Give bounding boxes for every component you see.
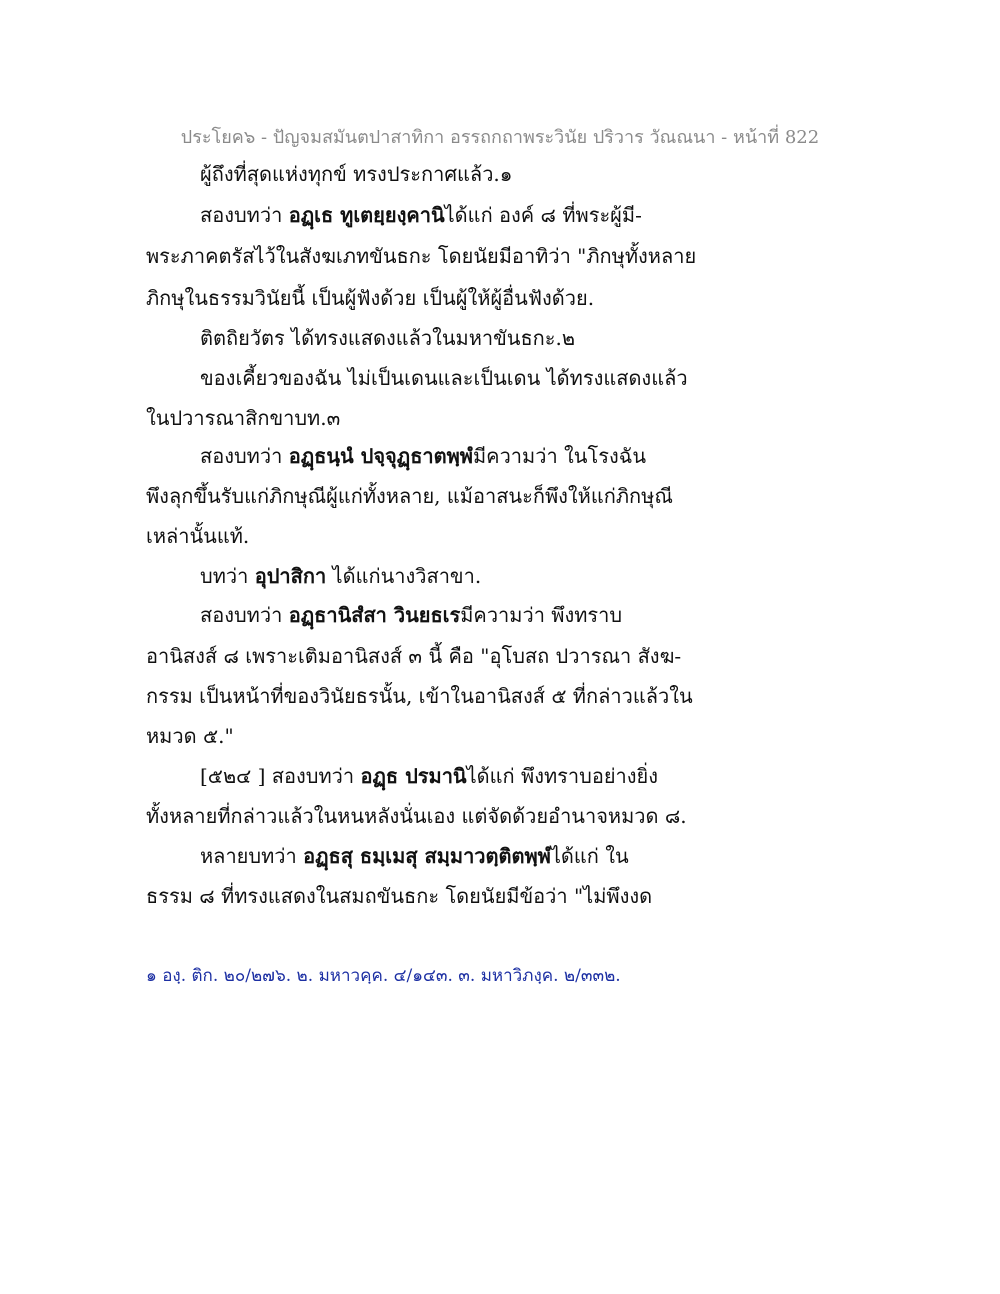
text-line: กรรม เป็นหน้าที่ของวินัยธรนั้น, เข้าในอานิสงส์ ๕ ที่กล่าวแล้วใน (146, 684, 693, 708)
page-header: ประโยค๖ - ปัญจมสมันตปาสาทิกา อรรถกถาพระวินัย ปริวาร วัณณนา - หน้าที่ 822 (180, 127, 820, 148)
text-line: ทั้งหลายที่กล่าวแล้วในหนหลังนั่นเอง แต่จัดด้วยอำนาจหมวด ๘. (146, 804, 687, 828)
text-line: หมวด ๕." (146, 724, 234, 748)
text-line: หลายบทว่า อฏฺธสุ ธมฺเมสุ สมฺมาวตฺติตพฺพํได้แก่ ใน (200, 844, 629, 868)
text-line: ของเคี้ยวของฉัน ไม่เป็นเดนและเป็นเดน ได้ทรงแสดงแล้ว (200, 366, 688, 390)
text-line: ผู้ถึงที่สุดแห่งทุกข์ ทรงประกาศแล้ว.๑ (200, 162, 513, 186)
text-line: ติตถิยวัตร ได้ทรงแสดงแล้วในมหาขันธกะ.๒ (200, 326, 576, 350)
text-line: เหล่านั้นแท้. (146, 524, 250, 548)
text-line: พึงลุกขึ้นรับแก่ภิกษุณีผู้แก่ทั้งหลาย, แม้อาสนะก็พึงให้แก่ภิกษุณี (146, 484, 673, 508)
text-line: สองบทว่า อฏฺธานิสํสา วินยธเรมีความว่า พึงทราบ (200, 603, 623, 627)
pali-term: อฏฺธ ปรมานิ (360, 764, 467, 788)
text-line: ในปวารณาสิกขาบท.๓ (146, 406, 341, 430)
text-line: ธรรม ๘ ที่ทรงแสดงในสมถขันธกะ โดยนัยมีข้อว่า "ไม่พึงงด (146, 884, 653, 908)
pali-term: อฏฺธนฺนํ ปจฺจุฏฺธาตพฺพํ (288, 444, 473, 468)
pali-term: อุปาสิกา (254, 564, 327, 588)
text-line: บทว่า อุปาสิกา ได้แก่นางวิสาขา. (200, 564, 482, 588)
text-line: พระภาคตรัสไว้ในสังฆเภทขันธกะ โดยนัยมีอาทิว่า "ภิกษุทั้งหลาย (146, 244, 697, 268)
text-line: สองบทว่า อฏฺเธ ทูเตยฺยงฺคานิได้แก่ องค์ ๘ ที่พระผู้มี- (200, 203, 642, 227)
text-line: สองบทว่า อฏฺธนฺนํ ปจฺจุฏฺธาตพฺพํมีความว่า ในโรงฉัน (200, 444, 647, 468)
pali-term: อฏฺเธ ทูเตยฺยงฺคานิ (288, 203, 445, 227)
text-line: [๕๒๔ ] สองบทว่า อฏฺธ ปรมานิได้แก่ พึงทราบอย่างยิ่ง (200, 764, 659, 788)
text-line: อานิสงส์ ๘ เพราะเติมอานิสงส์ ๓ นี้ คือ "อุโบสถ ปวารณา สังฆ- (146, 644, 682, 668)
pali-term: อฏฺธสุ ธมฺเมสุ สมฺมาวตฺติตพฺพํ (303, 844, 551, 868)
text-line: ภิกษุในธรรมวินัยนี้ เป็นผู้ฟังด้วย เป็นผู้ให้ผู้อื่นฟังด้วย. (146, 286, 595, 310)
footnote: ๑ องฺ. ติก. ๒๐/๒๗๖. ๒. มหาวคฺค. ๔/๑๔๓. ๓. มหาวิภงฺค. ๒/๓๓๒. (146, 966, 621, 986)
pali-term: อฏฺธานิสํสา วินยธเร (288, 603, 461, 627)
